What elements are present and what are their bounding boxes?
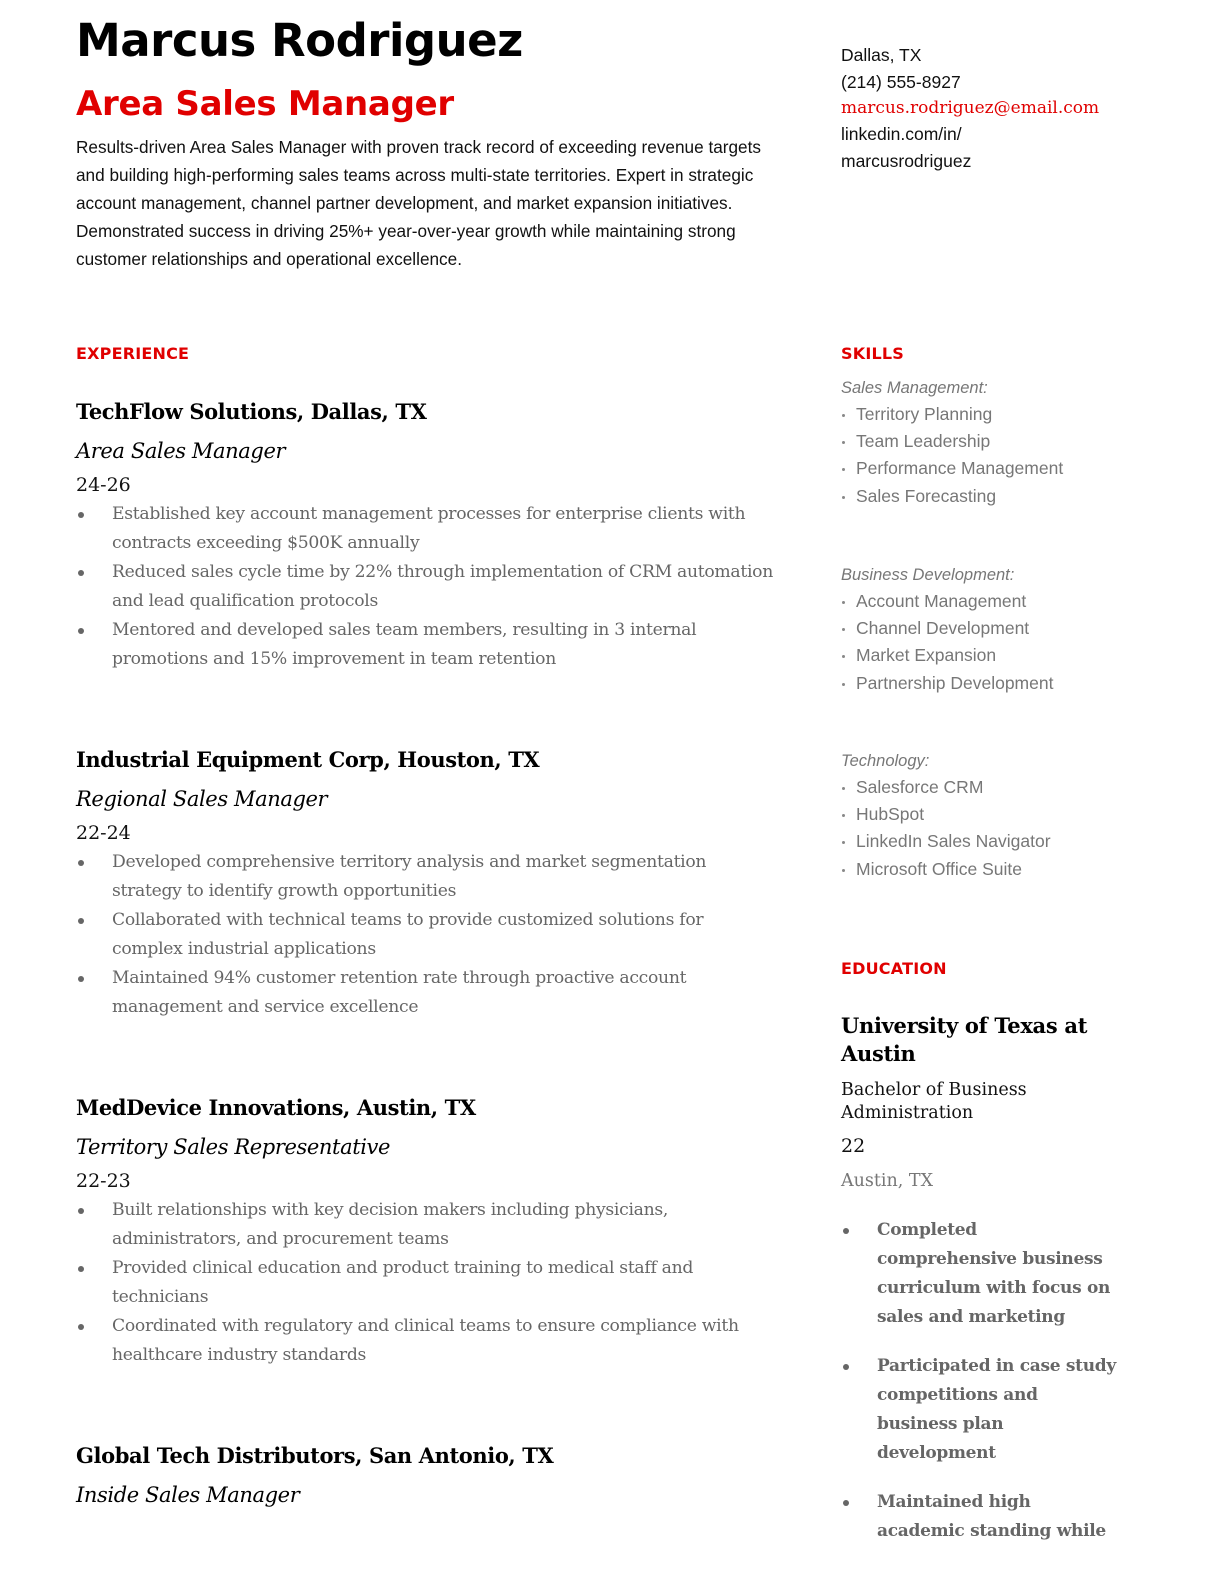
bullet-text: Reduced sales cycle time by 22% through implementation of CRM automation and lead qualification protocols	[112, 562, 773, 611]
education-bullet	[841, 1488, 1116, 1546]
job-bullets	[76, 500, 776, 674]
bullet-text: Built relationships with key decision makers including physicians, administrators, and procurement teams	[112, 1200, 669, 1249]
skill-text: Account Management	[856, 591, 1027, 611]
contact-linkedin-line1[interactable]: linkedin.com/in/	[841, 124, 962, 144]
bullet-dot-icon	[842, 628, 845, 631]
bullet-dot-icon	[78, 1266, 84, 1272]
skill-item	[841, 401, 1131, 428]
candidate-title: Area Sales Manager	[76, 84, 454, 124]
contact-linkedin-line2[interactable]: marcusrodriguez	[841, 151, 972, 171]
job-bullet	[76, 1254, 776, 1312]
bullet-dot-icon	[78, 512, 84, 518]
job-bullet	[76, 1196, 776, 1254]
job-dates: 24-26	[76, 474, 131, 496]
skill-item	[841, 588, 1131, 615]
bullet-dot-icon	[843, 1500, 849, 1506]
skill-list	[841, 774, 1131, 883]
skill-group	[841, 748, 1131, 883]
education-degree: Bachelor of Business Administration	[841, 1080, 1027, 1123]
skill-item	[841, 642, 1131, 669]
bullet-dot-icon	[843, 1228, 849, 1234]
skill-category: Sales Management:	[841, 379, 988, 397]
skill-text: Channel Development	[856, 618, 1030, 639]
bullet-dot-icon	[842, 683, 845, 686]
skill-text: Team Leadership	[856, 431, 991, 452]
professional-summary: Results-driven Area Sales Manager with proven track record of exceeding revenue targets and building high-performing sales teams across multi-state territories. Expert in strategic account management, channel partner development, and market expansion initiatives. Demonstrated success in driving 25%+ year-over-year growth while maintaining strong customer relationships and operational excellence.	[76, 137, 761, 269]
contact-location: Dallas, TX	[841, 45, 922, 65]
skill-item	[841, 483, 1131, 510]
job-bullet	[76, 964, 776, 1022]
education-bullet	[841, 1216, 1116, 1332]
education-year: 22	[841, 1135, 866, 1157]
job-entry	[76, 747, 776, 1022]
job-company: TechFlow Solutions, Dallas, TX	[76, 399, 427, 424]
skill-item	[841, 828, 1131, 855]
skill-text: Salesforce CRM	[856, 777, 984, 797]
skill-list	[841, 401, 1131, 510]
bullet-text: Maintained high academic standing while	[877, 1492, 1106, 1541]
skill-group	[841, 562, 1131, 697]
job-bullet	[76, 1312, 776, 1370]
bullet-text: Developed comprehensive territory analysis and market segmentation strategy to identify growth opportunities	[112, 852, 707, 901]
contact-info	[841, 42, 1101, 175]
skills-heading: SKILLS	[841, 344, 904, 363]
job-company: MedDevice Innovations, Austin, TX	[76, 1095, 476, 1120]
bullet-dot-icon	[78, 1324, 84, 1330]
job-bullet	[76, 500, 776, 558]
job-role: Inside Sales Manager	[76, 1483, 300, 1507]
skill-item	[841, 615, 1131, 642]
contact-phone[interactable]: (214) 555-8927	[841, 72, 961, 92]
bullet-text: Maintained 94% customer retention rate through proactive account management and service excellence	[112, 968, 687, 1017]
skill-item	[841, 428, 1131, 455]
skill-text: Microsoft Office Suite	[856, 858, 1022, 879]
education-bullets	[841, 1216, 1116, 1566]
bullet-dot-icon	[842, 414, 845, 417]
job-entry	[76, 399, 776, 674]
job-dates: 22-24	[76, 822, 131, 844]
job-bullets	[76, 1196, 776, 1370]
skill-text: Market Expansion	[856, 645, 997, 666]
skill-list	[841, 588, 1131, 697]
bullet-text: Provided clinical education and product training to medical staff and technicians	[112, 1258, 694, 1307]
bullet-dot-icon	[842, 601, 845, 604]
bullet-dot-icon	[842, 496, 845, 499]
skill-text: HubSpot	[856, 804, 925, 825]
bullet-dot-icon	[78, 918, 84, 924]
job-entry	[76, 1095, 776, 1370]
job-dates: 22-23	[76, 1170, 131, 1192]
bullet-dot-icon	[842, 655, 845, 658]
skill-text: Partnership Development	[856, 672, 1054, 693]
job-bullets	[76, 848, 776, 1022]
skill-item	[841, 856, 1131, 883]
education-location: Austin, TX	[841, 1171, 934, 1191]
bullet-dot-icon	[843, 1364, 849, 1370]
experience-heading: EXPERIENCE	[76, 344, 190, 363]
bullet-text: Established key account management processes for enterprise clients with contracts exceeding $500K annually	[112, 504, 746, 553]
skill-item	[841, 670, 1131, 697]
skill-category: Business Development:	[841, 566, 1015, 584]
bullet-text: Participated in case study competitions and business plan development	[877, 1356, 1116, 1463]
candidate-name: Marcus Rodriguez	[76, 14, 523, 67]
education-school: University of Texas at Austin	[841, 1013, 1088, 1066]
bullet-dot-icon	[78, 976, 84, 982]
job-role: Regional Sales Manager	[76, 787, 328, 811]
bullet-dot-icon	[842, 814, 845, 817]
bullet-text: Coordinated with regulatory and clinical teams to ensure compliance with healthcare industry standards	[112, 1316, 739, 1365]
skill-item	[841, 801, 1131, 828]
bullet-text: Completed comprehensive business curriculum with focus on sales and marketing	[877, 1220, 1111, 1327]
skill-item	[841, 455, 1131, 482]
job-company: Industrial Equipment Corp, Houston, TX	[76, 747, 540, 772]
skill-text: Territory Planning	[856, 404, 993, 424]
bullet-dot-icon	[78, 1208, 84, 1214]
bullet-dot-icon	[842, 468, 845, 471]
job-role: Territory Sales Representative	[76, 1135, 391, 1159]
job-company: Global Tech Distributors, San Antonio, TX	[76, 1443, 554, 1468]
skill-text: Sales Forecasting	[856, 485, 997, 506]
job-bullet	[76, 558, 776, 616]
bullet-dot-icon	[842, 869, 845, 872]
skill-item	[841, 774, 1131, 801]
job-bullet	[76, 906, 776, 964]
education-heading: EDUCATION	[841, 959, 947, 978]
job-bullet	[76, 616, 776, 674]
bullet-dot-icon	[78, 860, 84, 866]
skill-category: Technology:	[841, 752, 930, 770]
bullet-dot-icon	[78, 628, 84, 634]
job-bullet	[76, 848, 776, 906]
bullet-dot-icon	[842, 787, 845, 790]
skill-group	[841, 375, 1131, 510]
contact-email-link[interactable]: marcus.rodriguez@email.com	[841, 98, 1100, 118]
job-role: Area Sales Manager	[76, 439, 286, 463]
bullet-text: Mentored and developed sales team members, resulting in 3 internal promotions and 15% improvement in team retention	[112, 620, 697, 669]
bullet-dot-icon	[842, 441, 845, 444]
skill-text: LinkedIn Sales Navigator	[856, 831, 1051, 852]
bullet-text: Collaborated with technical teams to provide customized solutions for complex industrial applications	[112, 910, 704, 959]
education-bullet	[841, 1352, 1116, 1468]
job-entry	[76, 1443, 776, 1507]
bullet-dot-icon	[78, 570, 84, 576]
bullet-dot-icon	[842, 841, 845, 844]
skill-text: Performance Management	[856, 458, 1064, 479]
